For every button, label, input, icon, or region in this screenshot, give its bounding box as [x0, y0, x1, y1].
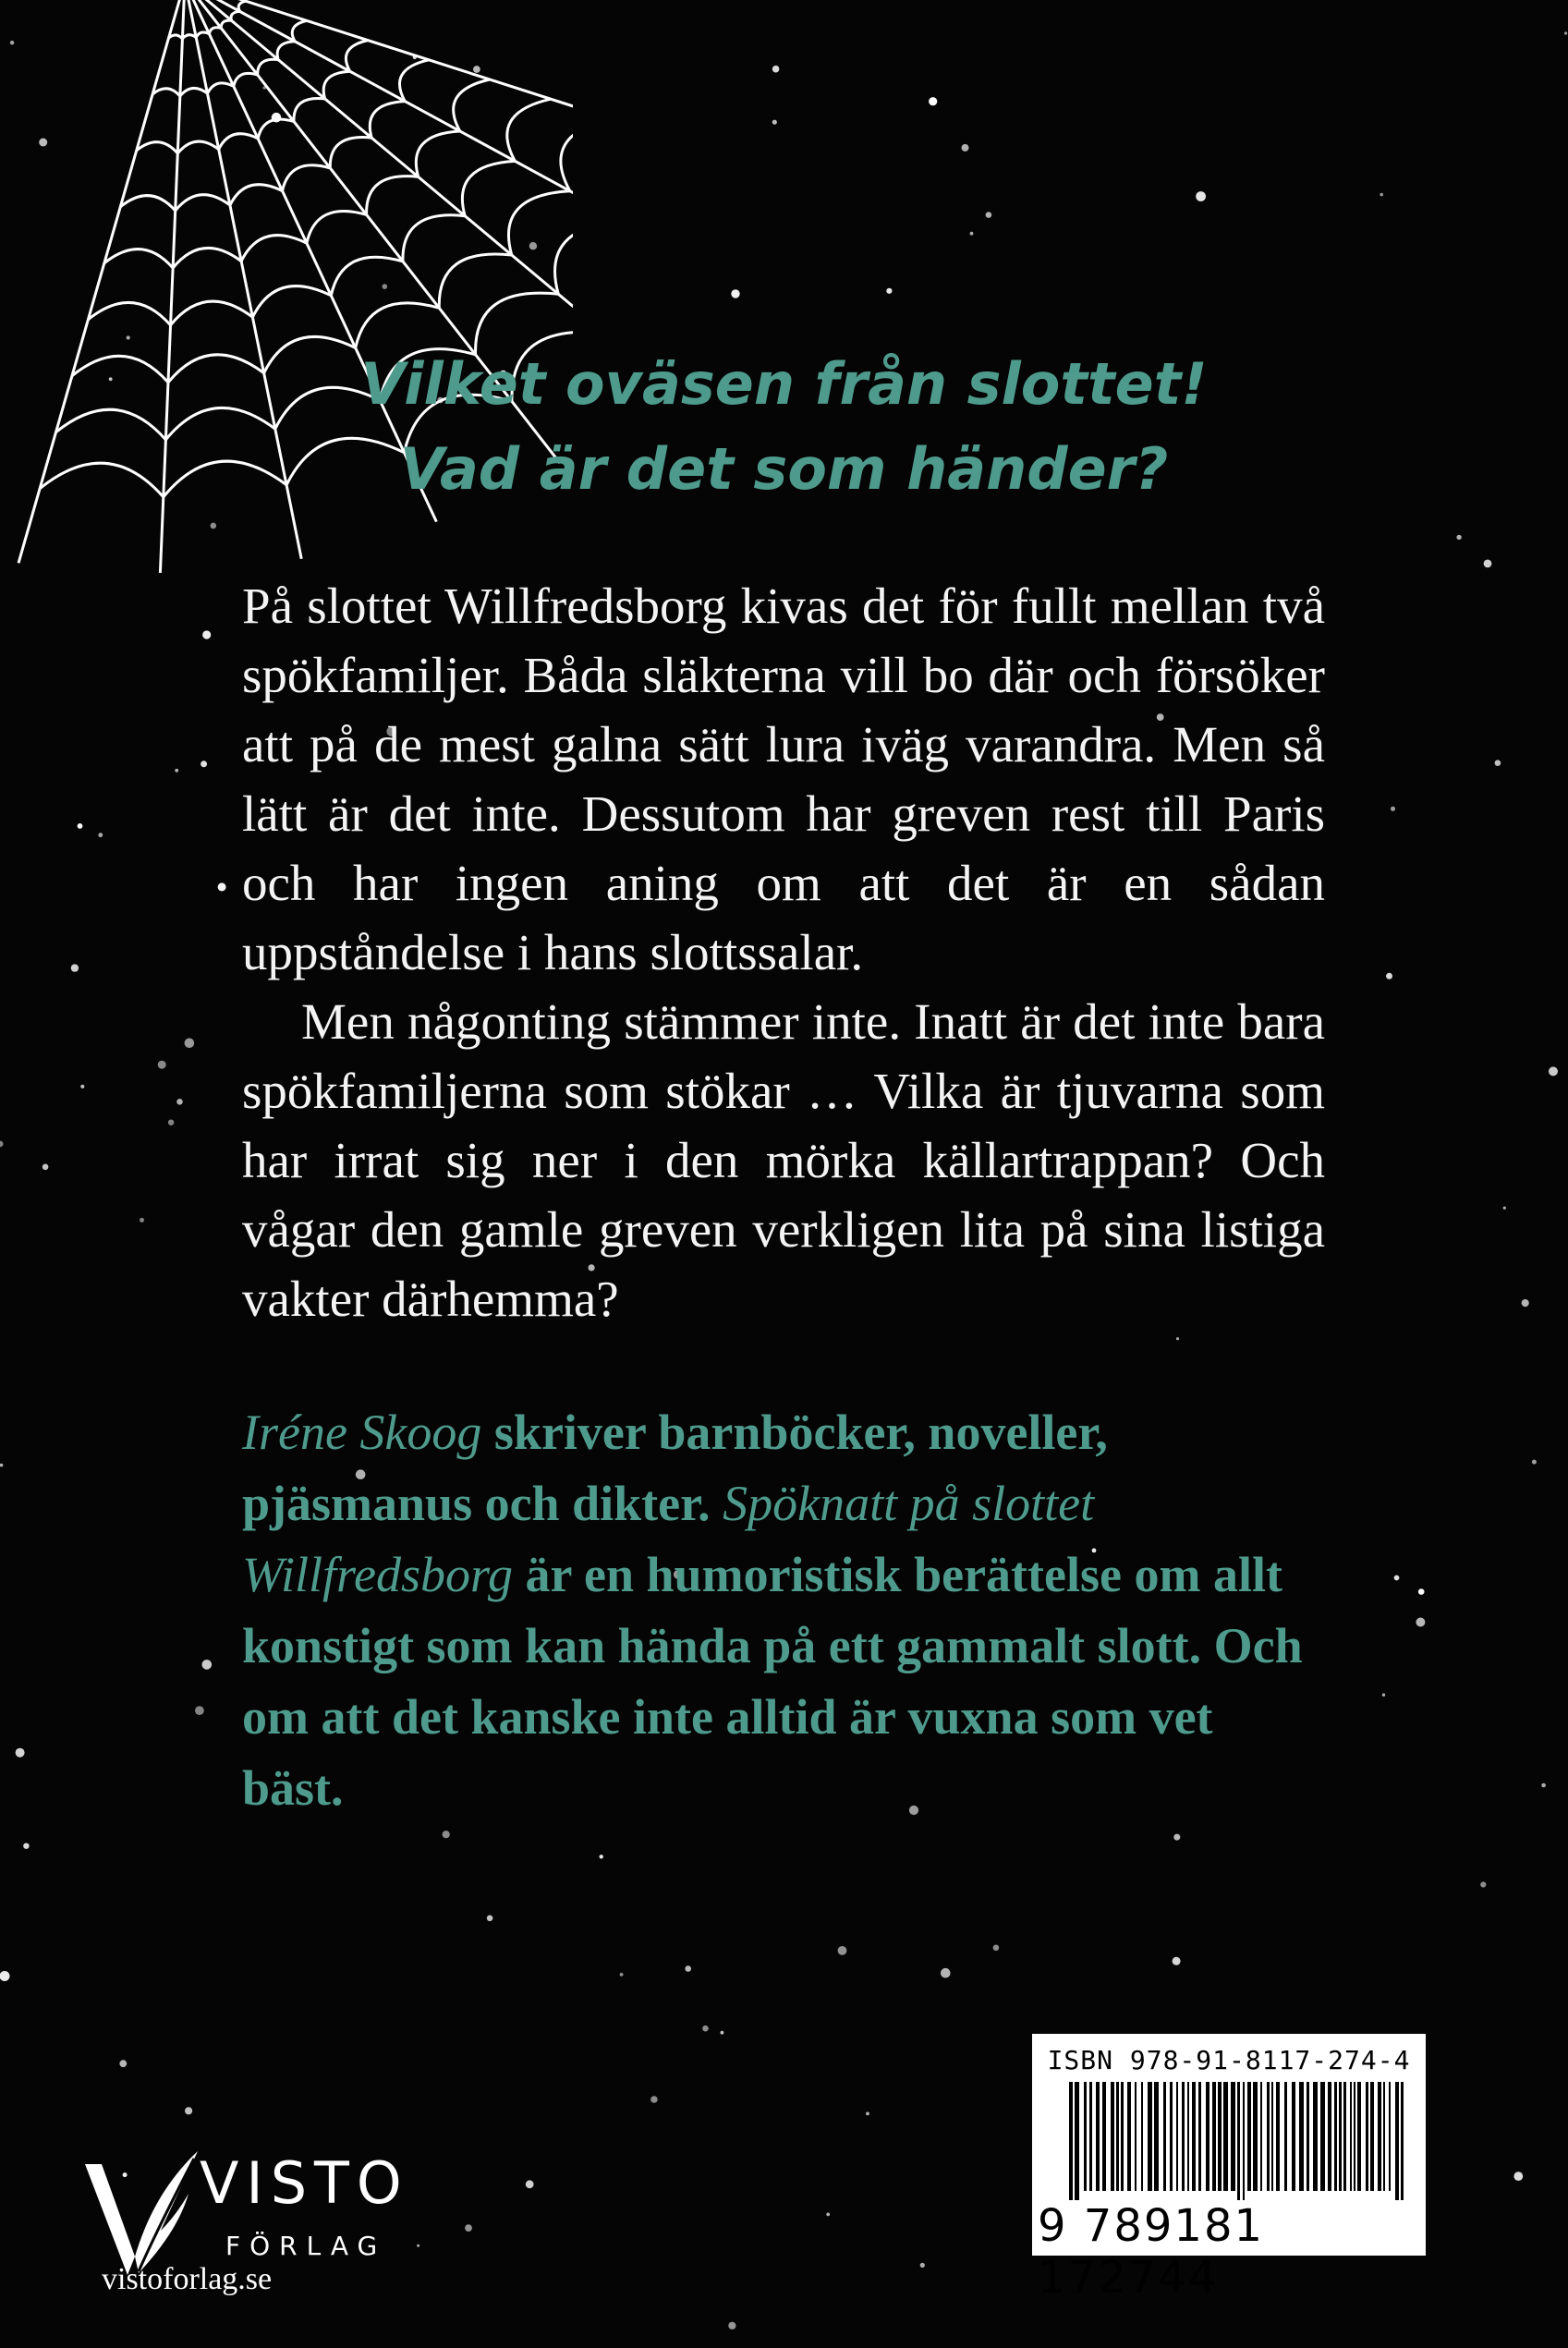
- star: [1394, 1575, 1400, 1581]
- isbn-barcode: [1032, 2034, 1426, 2304]
- star: [140, 1218, 144, 1223]
- star: [0, 1464, 3, 1467]
- star: [185, 2107, 192, 2114]
- star: [620, 1973, 624, 1977]
- star: [962, 144, 969, 152]
- isbn-text: ISBN 978-91-8117-274-4: [1047, 2045, 1411, 2075]
- star: [526, 2180, 534, 2188]
- star: [728, 2322, 735, 2330]
- blurb-paragraph-2: Men någonting stämmer inte. Inatt är det inte bara spökfamiljerna som stökar … Vilka är tjuvarna som har irrat sig ner i den mörka källartrappan? Och vågar den gamle greven verkligen lita på sina listiga vakter därhemma?: [242, 993, 1325, 1327]
- star: [487, 1916, 493, 1922]
- star: [1196, 191, 1206, 201]
- star: [772, 66, 780, 73]
- star: [993, 1945, 1000, 1952]
- star: [175, 769, 178, 773]
- star: [71, 964, 79, 971]
- star: [195, 1706, 204, 1715]
- star: [1176, 1337, 1179, 1340]
- star: [1564, 31, 1567, 34]
- star: [98, 833, 103, 837]
- star: [23, 1843, 29, 1849]
- star: [838, 1946, 847, 1955]
- star: [866, 2112, 869, 2116]
- author-name: Iréne Skoog: [242, 1405, 482, 1460]
- ean-digits: 9 789181 172744: [1038, 2200, 1265, 2304]
- star: [650, 2096, 658, 2103]
- tagline-line-2: Vad är det som händer?: [399, 435, 1169, 503]
- star: [168, 1120, 174, 1125]
- publisher-website[interactable]: vistoforlag.se: [102, 2262, 273, 2296]
- star: [1391, 807, 1395, 811]
- star: [1513, 2172, 1523, 2181]
- star: [201, 760, 207, 767]
- star: [600, 1855, 603, 1858]
- star: [158, 1061, 166, 1069]
- star: [1380, 193, 1383, 197]
- star: [1532, 1460, 1537, 1465]
- star: [0, 1971, 10, 1981]
- star: [986, 212, 992, 218]
- star: [1484, 560, 1492, 568]
- star: [1418, 1588, 1425, 1595]
- star: [443, 1831, 450, 1838]
- blurb-paragraph-1: På slottet Willfredsborg kivas det för fullt mellan två spökfamiljer. Båda släkterna vill bo där och försöker att på de mest galna sätt lura iväg varandra. Men så lätt är det inte. Dessutom har greven rest till Paris och har ingen aning om att det är en sådan uppståndelse i hans slottssalar.: [242, 578, 1325, 980]
- star: [16, 1748, 25, 1758]
- star: [202, 630, 211, 639]
- author-paragraph: [242, 1397, 1325, 1824]
- star: [1541, 1783, 1546, 1788]
- blurb: [242, 571, 1325, 1333]
- star: [826, 2213, 830, 2217]
- star: [920, 2263, 925, 2268]
- star: [218, 882, 226, 891]
- star: [0, 1141, 4, 1148]
- barcode-bars: [1069, 2082, 1411, 2200]
- star: [119, 2060, 127, 2067]
- star: [78, 823, 83, 829]
- star: [465, 2224, 472, 2232]
- star: [1503, 1207, 1506, 1210]
- star: [1456, 535, 1461, 540]
- star: [970, 232, 974, 236]
- star: [1495, 760, 1501, 766]
- star: [1382, 1694, 1385, 1697]
- star: [43, 1164, 49, 1171]
- author-note-part-1: skriver barnböcker, noveller, pjäsmanus och dikter.: [242, 1405, 1108, 1531]
- author-note: [242, 1397, 1325, 1824]
- star: [185, 1039, 195, 1049]
- star: [176, 1099, 183, 1105]
- star: [1386, 973, 1392, 979]
- star: [929, 97, 937, 105]
- star: [721, 2031, 724, 2035]
- star: [702, 2026, 709, 2032]
- star: [202, 1660, 213, 1670]
- star: [886, 288, 892, 294]
- star: [685, 1965, 691, 1972]
- publisher-name: VISTO: [200, 2149, 409, 2217]
- star: [1549, 1066, 1558, 1076]
- star: [1522, 1299, 1529, 1307]
- star: [80, 1085, 84, 1089]
- star: [1173, 1834, 1180, 1841]
- star: [1416, 1618, 1425, 1627]
- tagline-line-1: Vilket oväsen från slottet!: [360, 350, 1208, 418]
- tagline: [0, 342, 1568, 512]
- star: [1480, 1881, 1486, 1887]
- star: [772, 120, 777, 125]
- book-title: Spöknatt på slottet Willfredsborg: [242, 1476, 1095, 1602]
- star: [941, 1968, 951, 1978]
- author-note-part-2: är en humoristisk berättelse om allt konstigt som kan hända på ett gammalt slott. Och om att det kanske inte alltid är vuxna som vet bäst.: [242, 1547, 1303, 1816]
- star: [731, 289, 739, 298]
- publisher-subtitle: FÖRLAG: [225, 2231, 387, 2261]
- star: [1173, 1957, 1181, 1965]
